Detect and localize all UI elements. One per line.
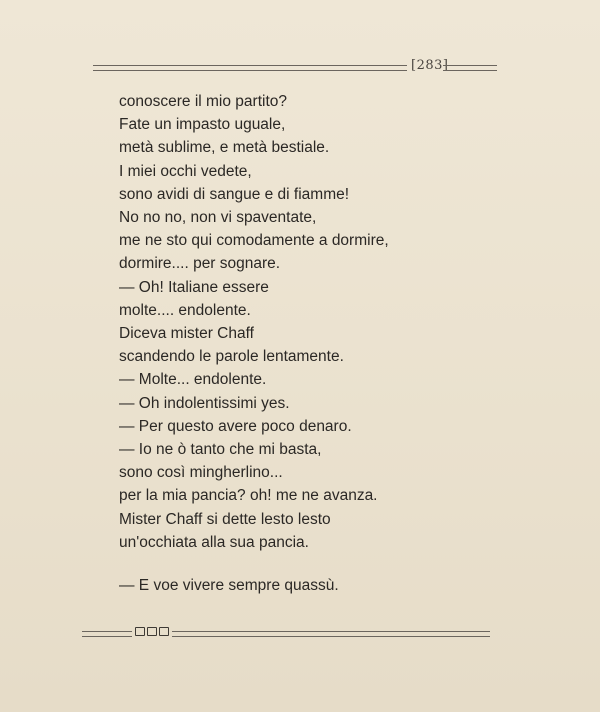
text-line: Fate un impasto uguale,	[119, 116, 286, 134]
text-line: — Oh! Italiane essere	[119, 278, 269, 296]
text-line: metà sublime, e metà bestiale.	[119, 139, 330, 157]
ornament-box	[147, 627, 157, 636]
text-line: I miei occhi vedete,	[119, 162, 252, 180]
text-line: Diceva mister Chaff	[119, 325, 254, 343]
page-number: [283]	[411, 58, 449, 73]
text-line: sono avidi di sangue e di fiamme!	[119, 185, 350, 203]
text-line: per la mia pancia? oh! me ne avanza.	[119, 487, 378, 505]
text-line: dormire.... per sognare.	[119, 255, 281, 273]
page-footer	[82, 627, 490, 641]
ornament-box	[135, 627, 145, 636]
text-line: No no no, non vi spaventate,	[119, 209, 317, 227]
stanza-gap	[119, 554, 449, 574]
text-line: — Molte... endolente.	[119, 371, 267, 389]
text-line: Mister Chaff si dette lesto lesto	[119, 510, 331, 528]
text-line: me ne sto qui comodamente a dormire,	[119, 232, 389, 250]
text-line: sono così mingherlino...	[119, 464, 283, 482]
text-line: — Oh indolentissimi yes.	[119, 394, 290, 412]
header-rule-left	[93, 65, 407, 71]
footer-rule-left	[82, 631, 132, 637]
header-rule-right	[443, 65, 497, 71]
text-line: scandendo le parole lentamente.	[119, 348, 344, 366]
ornament-box	[159, 627, 169, 636]
text-line: — Io ne ò tanto che mi basta,	[119, 441, 322, 459]
text-line: un'occhiata alla sua pancia.	[119, 533, 309, 551]
footer-ornament-icon	[135, 627, 169, 636]
text-line: molte.... endolente.	[119, 301, 251, 319]
text-line: conoscere il mio partito?	[119, 93, 287, 110]
text-line: — E voe vivere sempre quassù.	[119, 577, 339, 595]
page-header	[93, 60, 497, 80]
poem-text	[119, 90, 449, 597]
text-line: — Per questo avere poco denaro.	[119, 417, 352, 435]
footer-rule-right	[172, 631, 490, 637]
